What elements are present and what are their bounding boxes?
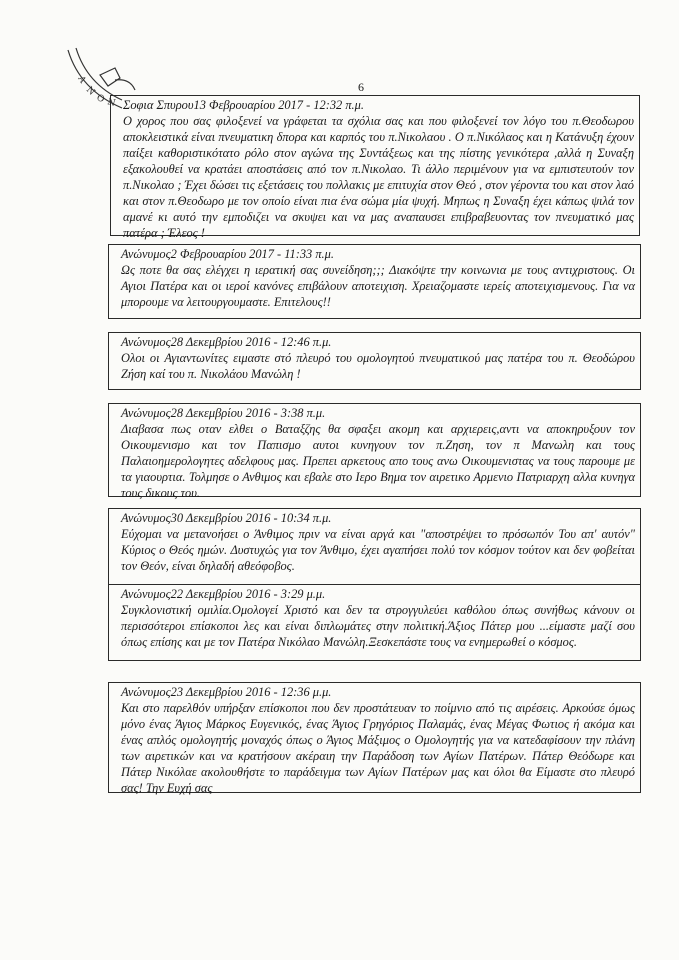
comment-header: Ανώνυμος28 Δεκεμβρίου 2016 - 12:46 π.μ. xyxy=(121,335,332,349)
comment-header: Ανώνυμος2 Φεβρουαρίου 2017 - 11:33 π.μ. xyxy=(121,247,334,261)
comment-text: Διαβασα πως οταν ελθει ο Βαταξζης θα σφαξει ακομη και αρχιερεις,αντι να αποκηρυξουν τον Οικουμενισμο και τον Παπισμο αυτοι κυνηγουν τον π.Ζηση, τον π Μανωλη και τους Παλαιοημερολογητες αδελφους μας. Πρεπει αρκετους απο τους ανω Οικουμενιστας να τους παρουμε με τα γιαουρτια. Τολμησε ο Ανθιμος και εβαλε στο Ιερο Βημα τον αιρετικο Αρμενιο Πατριαρχη αλλα κυνηγα τους δικους του. xyxy=(121,422,635,500)
comment-box xyxy=(110,95,640,240)
comment-text: Συγκλονιστική ομιλία.Ομολογεί Χριστό και δεν τα στρογγυλεύει καθόλου όπως συνήθως κάνουν οι περισσότεροι επίσκοποι λες και είναι διπλωμάτες στην πολιτική.Άξιος Πάτερ μου ...είμαστε μαζί σου όπως επίσης και με τον Πατέρα Νικόλαο Μανώλη.Ξεσκεπάστε τους να ενημερωθεί ο κόσμος. xyxy=(121,603,635,649)
comment-header: Ανώνυμος23 Δεκεμβρίου 2016 - 12:36 μ.μ. xyxy=(121,685,332,699)
comment-text: Και στο παρελθόν υπήρξαν επίσκοποι που δεν προστάτευαν το ποίμνιο από τις αιρέσεις. Αρκούσε όμως μόνο ένας Άγιος Μάρκος Ευγενικός, ένας Άγιος Γρηγόριος Παλαμάς, ένας Μέγας Φωτιος ή ακόμα και ένας απλός ομολογητής μοναχός όπως ο Άγιος Μάξιμος ο Ομολογητής για να κατεδαφίσουν την πλάνη των αιρετικών και να κρατήσουν ακέραιη την Παράδοση των Αγίων Πατέρων. Πάτερ Θεόδωρε και Πάτερ Νικόλαε ακολουθήστε το παράδειγμα των Αγίων Πατέρων μας και όλοι θα Είμαστε στο πλευρό σας! Την Ευχή σας xyxy=(121,701,635,795)
comment-text: Ο χορος που σας φιλοξενεί να γράφεται τα σχόλια σας και που φιλοξενεί τον λόγο του π.Θεοδωρου αποκλειστικά είναι πνευματικη δπορα και καρπός του π.Νικολαου . Ο π.Νικόλαος και η Κατάνυξη έχουν παίξει καθοριστικότατο ρόλο στον αγώνα της Συντάξεως και της πίστης γενικότερα ,αλλά η Συναξη εξακολουθεί να κρατάει αποστάσεις από τον π.Νικολαο. Τι άλλο περιμένουν για να εμπιστευτούν τον π.Νικολαο ; Έχει δώσει τις εξετάσεις του πολλακις με επιτυχία στον Θεό , στον γέροντα του και στον λαό και στον π.Θεοδωρο με τον οποίο είναι πια ένα σώμα μία ψυχή. Μηπως η Συναξη έχει κάπως ψιλά τον αμανέ κι αυτό την εμποδιζει να σκυψει και να μας αναπαυσει επιβραβευοντας τον πνευματικό μας πατέρα ; Έλεος ! xyxy=(123,114,634,240)
comment-header: Ανώνυμος28 Δεκεμβρίου 2016 - 3:38 π.μ. xyxy=(121,406,326,420)
comment-box xyxy=(108,682,641,793)
comment-box xyxy=(108,584,641,661)
comment-header: Σοφια Σπυρου13 Φεβρουαρίου 2017 - 12:32 π.μ. xyxy=(123,98,364,112)
page-number: 6 xyxy=(358,80,364,94)
svg-text:Ο: Ο xyxy=(94,92,106,106)
comment-text: Ολοι οι Αγιαντωνίτες ειμαστε στό πλευρό του ομολογητού πνευματικού μας πατέρα του π. Θεοδώρου Ζήση καί του π. Νικολάου Μανώλη ! xyxy=(121,351,635,381)
comment-box xyxy=(108,403,641,500)
svg-text:Α: Α xyxy=(75,74,88,86)
svg-text:Ν: Ν xyxy=(83,85,97,98)
comment-text: Ως ποτε θα σας ελέγχει η ιερατική σας συνείδηση;;; Διακόψτε την κοινωνια με τους αντιχριστους. Οι Αγιοι Πατέρα και οι ιεροί κανόνες επιβάλουν αποτειχιση. Χρειαζομαστε ιερείς αποτειχισμενους. Για να μπορουμε να λειτουργουμαστε. Επιτελους!! xyxy=(121,263,635,309)
comment-text: Εύχομαι να μετανοήσει ο Άνθιμος πριν να είναι αργά και "αποστρέψει το πρόσωπόν Του απ' αυτόν" Κύριος ο Θεός ημών. Δυστυχώς για τον Άνθιμο, έχει αγαπήσει πολύ τον κόσμον τούτον και δεν φοβείται τον Θεόν, είναι δηλαδή αθεόφοβος. xyxy=(121,527,635,573)
comment-box xyxy=(108,332,641,390)
comment-header: Ανώνυμος30 Δεκεμβρίου 2016 - 10:34 π.μ. xyxy=(121,511,332,525)
comment-header: Ανώνυμος22 Δεκεμβρίου 2016 - 3:29 μ.μ. xyxy=(121,587,326,601)
svg-text:Ν: Ν xyxy=(106,97,117,109)
comment-box xyxy=(108,244,641,319)
comment-box xyxy=(108,508,641,585)
